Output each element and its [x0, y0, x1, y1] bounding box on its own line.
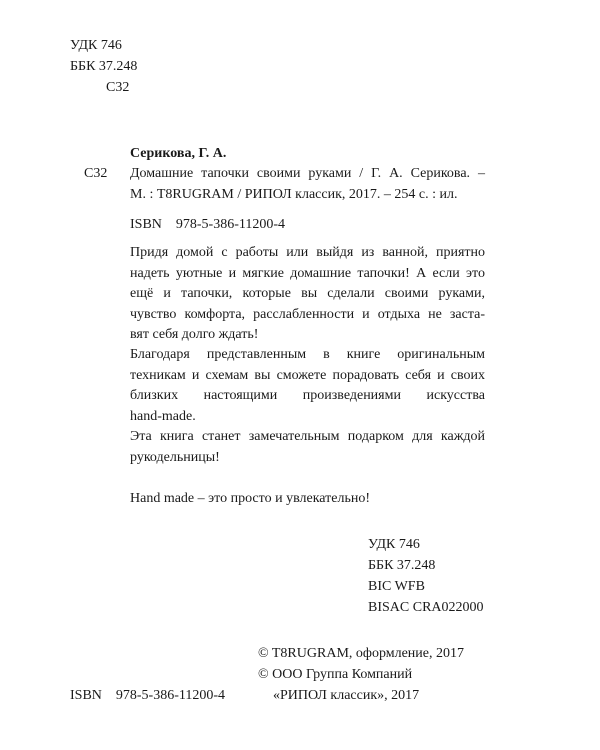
annotation-line: чувство комфорта, расслабленности и отдыха не заста-	[130, 306, 485, 322]
annotation-paragraph-4: Hand made – это просто и увлекательно!	[130, 491, 370, 506]
entry-author-mark: С32	[84, 166, 108, 181]
top-udk: УДК 746	[70, 38, 122, 53]
annotation-line: техникам и схемам вы сможете порадовать себя и своих	[130, 367, 485, 383]
book-description-line-1: Домашние тапочки своими руками / Г. А. Серикова. –	[130, 166, 485, 181]
bottom-bic: BIC WFB	[368, 579, 425, 594]
copyright-company: © ООО Группа Компаний	[258, 667, 413, 682]
annotation-line: ещё и тапочки, которые вы сделали своими руками,	[130, 286, 485, 301]
annotation-paragraph-1	[130, 243, 485, 346]
top-author-mark: С32	[106, 80, 130, 95]
copyright-design: © T8RUGRAM, оформление, 2017	[258, 646, 465, 661]
author-name: Серикова, Г. А.	[130, 146, 227, 161]
annotation-line: Эта книга станет замечательным подарком для каждой	[130, 429, 485, 444]
bottom-udk: УДК 746	[368, 537, 420, 552]
annotation-line: вят себя долго ждать!	[130, 327, 259, 342]
annotation-paragraph-2	[130, 345, 485, 427]
bottom-bbk: ББК 37.248	[368, 558, 436, 573]
bottom-bisac: BISAC CRA022000	[368, 600, 484, 615]
annotation-line: Придя домой с работы или выйдя из ванной, приятно	[130, 245, 485, 260]
copyright-publisher: «РИПОЛ классик», 2017	[273, 688, 420, 703]
annotation-line: Благодаря представленным в книге оригинальным	[130, 347, 485, 362]
footer-isbn: ISBN 978-5-386-11200-4	[70, 688, 226, 703]
annotation-line: рукодельницы!	[130, 449, 220, 465]
top-bbk: ББК 37.248	[70, 59, 138, 74]
entry-isbn: ISBN 978-5-386-11200-4	[130, 217, 286, 232]
annotation-line: hand-made.	[130, 408, 196, 424]
annotation-line: надеть уютные и мягкие домашние тапочки! А если это	[130, 265, 485, 281]
annotation-line: близких настоящими произведениями искусства	[130, 388, 485, 403]
book-description-line-2: М. : T8RUGRAM / РИПОЛ классик, 2017. – 254 с. : ил.	[130, 187, 458, 202]
annotation-paragraph-3	[130, 427, 485, 468]
